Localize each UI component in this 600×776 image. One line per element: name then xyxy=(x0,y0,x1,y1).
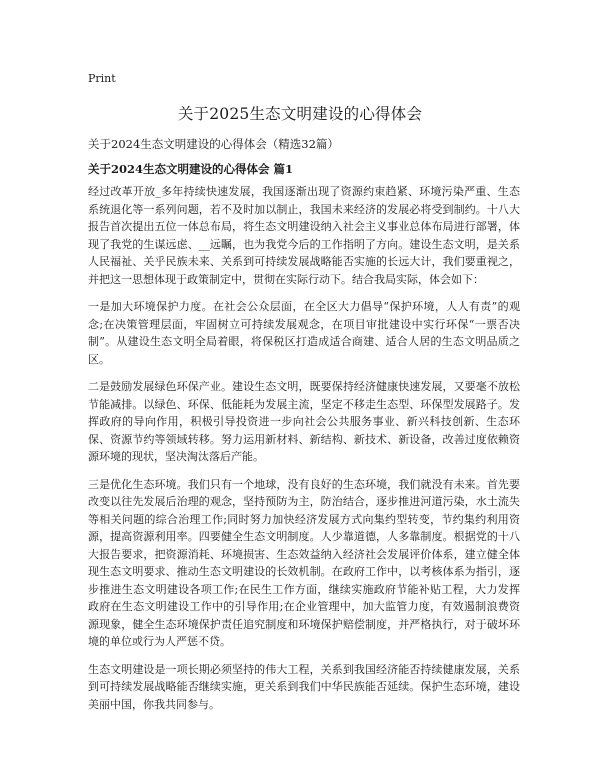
page-title: 关于2025生态文明建设的心得体会 xyxy=(177,105,423,123)
paragraph-ecological-environment: 三是优化生态环境。我们只有一个地球，没有良好的生态环境，我们就没有未来。首先要改变以往先发展后治理的观念，坚持预防为主，防治结合，逐步推进河道污染，水土流失等相关问题的综合治理工作;同时努力加快经济发展方式向集约型转变，节约集约利用资源，提高资源利用率。四要健全生态文明制度。人少靠道德，人多靠制度。根据党的十八大报告要求，把资源消耗、环境损害、生态效益纳入经济社会发展评价体系，建立健全体现生态文明要求、推动生态文明建设的长效机制。在政府工作中，以考核体系为指引，逐步推进生态文明建设各项工作;在民生工作方面，继续实施政府节能补贴工程，大力发挥政府在生态文明建设工作中的引导作用;在企业管理中，加大监管力度，有效遏制浪费资源现象，健全生态环境保护责任追究制度和环境保护赔偿制度，并严格执行，对于破坏环境的单位或行为人严惩不贷。 xyxy=(88,477,520,648)
print-link[interactable]: Print xyxy=(88,72,116,85)
section-heading: 关于2024生态文明建设的心得体会 篇1 xyxy=(88,162,294,176)
paragraph-environment-protection: 一是加大环境保护力度。在社会公众层面，在全区大力倡导“保护环境，人人有责”的观念;在决策管理层面，牢固树立可持续发展观念，在项目审批建设中实行环保“一票否决制”。从建设生态文明全局着眼，将保税区打造成适合商建、适合人居的生态文明品质之区。 xyxy=(88,300,520,366)
paragraph-green-industry: 二是鼓励发展绿色环保产业。建设生态文明，既要保持经济健康快速发展，又要毫不放松节能减排。以绿色、环保、低能耗为发展主流，坚定不移走生态型、环保型发展路子。发挥政府的导向作用，积极引导投资进一步向社会公共服务事业、新兴科技创新、生态环保、资源节约等领域转移。努力运用新材料、新结构、新技术、新设备，改善过度依赖资源环境的现状，坚决淘汰落后产能。 xyxy=(88,380,520,463)
paragraph-intro: 经过改革开放_多年持续快速发展，我国逐渐出现了资源约束趋紧、环境污染严重、生态系统退化等一系列问题，若不及时加以制止，我国未来经济的发展必将受到制约。十八大报告首次提出五位一体总布局，将生态文明建设纳入社会主义事业总体布局进行部署，体现了我党的生谋远虑、__远瞩，也为我党今后的工作指明了方向。建设生态文明，是关系人民福祉、关乎民族未来、关系到可持续发展战略能否实施的长远大计，我们要重视之，并把这一思想体现于政策制定中，贯彻在实际行动下。结合我局实际，体会如下： xyxy=(88,185,520,286)
document-subtitle: 关于2024生态文明建设的心得体会（精选32篇） xyxy=(88,137,339,151)
paragraph-conclusion: 生态文明建设是一项长期必须坚持的伟大工程，关系到我国经济能否持续健康发展，关系到可持续发展战略能否继续实施，更关系到我们中华民族能否延续。保护生态环境，建设美丽中国，你我共同参与。 xyxy=(88,662,520,711)
article-body xyxy=(88,183,520,723)
